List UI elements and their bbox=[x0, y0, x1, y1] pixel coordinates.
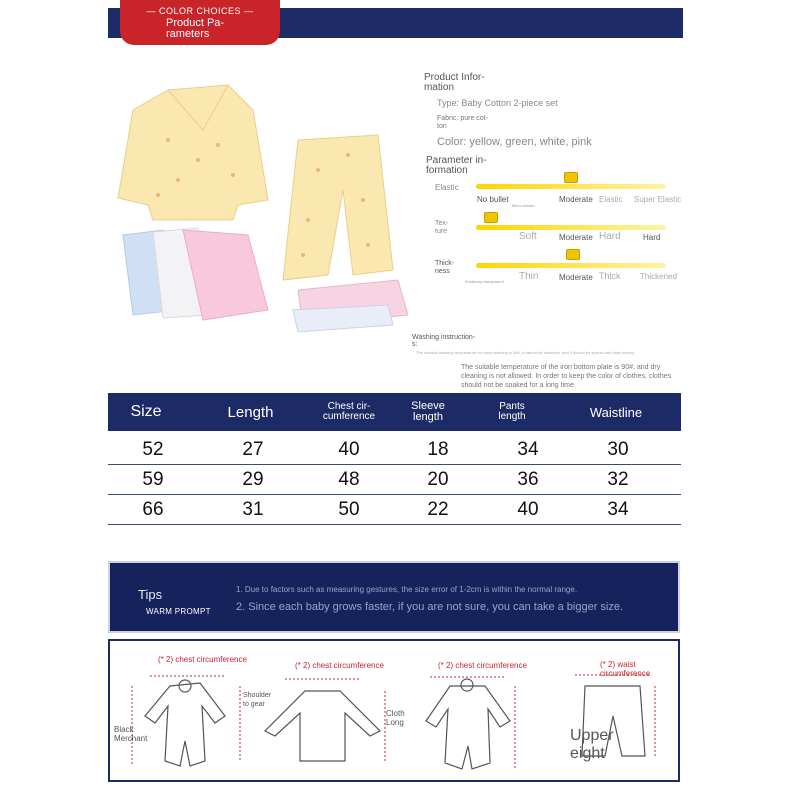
washing-heading: Washing instruction- s: bbox=[412, 334, 476, 348]
texture-bar bbox=[476, 225, 666, 230]
cell: 40 bbox=[517, 499, 539, 520]
cell: 34 bbox=[607, 499, 629, 520]
elastic-scale-0: No bullet bbox=[477, 195, 509, 204]
product-color: Color: yellow, green, white, pink bbox=[437, 136, 592, 148]
elastic-bar bbox=[476, 184, 666, 189]
cell: 20 bbox=[427, 469, 449, 490]
texture-scale-0: Soft bbox=[519, 231, 537, 242]
diagram-label-4: (* 2) waist circumference bbox=[600, 660, 651, 678]
product-fabric: Fabric: pure cot- ton bbox=[437, 115, 488, 130]
cell: 48 bbox=[338, 469, 360, 490]
cell: 40 bbox=[338, 439, 360, 460]
side-label-1: Black Merchant bbox=[114, 725, 148, 743]
cell: 22 bbox=[427, 499, 449, 520]
cell: 66 bbox=[142, 499, 164, 520]
cell: 50 bbox=[338, 499, 360, 520]
texture-label: Tex- ture bbox=[435, 220, 449, 235]
texture-scale-2: Hard bbox=[599, 231, 621, 242]
elastic-marker bbox=[564, 172, 578, 183]
product-image bbox=[108, 70, 408, 350]
cell: 29 bbox=[242, 469, 264, 490]
thickness-note: Relatively transparent bbox=[465, 279, 504, 284]
col-sleeve: Sleeve length bbox=[411, 400, 445, 423]
col-waist: Waistline bbox=[589, 404, 643, 420]
tips-subtitle: WARM PROMPT bbox=[146, 607, 211, 616]
header-small-label: — COLOR CHOICES — bbox=[146, 6, 254, 16]
product-type: Type: Baby Cotton 2-piece set bbox=[437, 98, 558, 108]
texture-scale-1: Moderate bbox=[559, 233, 593, 242]
thickness-label: Thick- ness bbox=[435, 260, 455, 275]
thickness-scale-3: Thickened bbox=[640, 272, 677, 281]
washing-faint: The suitable washing temperature for hand washing is 30#, it cannot be bleached, and it should be spread and dried evenly. bbox=[416, 350, 635, 355]
cell: 32 bbox=[607, 469, 629, 490]
washing-main: The suitable temperature of the iron bottom plate is 90#, and dry cleaning is not allowed. In order to keep the color of clothes, clothes should not be soaked for a long time. bbox=[461, 364, 672, 389]
thickness-scale-0: Thin bbox=[519, 271, 539, 282]
thickness-scale-1: Moderate bbox=[559, 273, 593, 282]
table-row bbox=[108, 465, 681, 495]
cell: 30 bbox=[607, 439, 629, 460]
tip-item-2: 2. Since each baby grows faster, if you are not sure, you can take a bigger size. bbox=[236, 601, 624, 613]
col-length: Length bbox=[227, 403, 274, 421]
tips-title: Tips bbox=[138, 587, 163, 602]
elastic-scale-3: Super Elastic bbox=[634, 195, 682, 204]
table-row bbox=[108, 495, 681, 525]
elastic-note: Micro-elastic bbox=[512, 203, 535, 208]
thickness-marker bbox=[566, 249, 580, 260]
diagram-label-1: (* 2) chest circumference bbox=[158, 655, 247, 664]
diagram-label-3: (* 2) chest circumference bbox=[438, 661, 527, 670]
col-pants: Pants length bbox=[498, 401, 526, 422]
diagram-label-2: (* 2) chest circumference bbox=[295, 661, 384, 670]
texture-scale-3: Hard bbox=[643, 233, 661, 242]
side-label-3: Cloth Long bbox=[386, 709, 405, 727]
cell: 34 bbox=[517, 439, 539, 460]
cell: 52 bbox=[142, 439, 164, 460]
parameter-heading: Parameter in- formation bbox=[426, 155, 487, 176]
elastic-label: Elastic bbox=[435, 183, 459, 192]
cell: 18 bbox=[427, 439, 449, 460]
cell: 36 bbox=[517, 469, 539, 490]
table-row bbox=[108, 435, 681, 465]
thickness-scale-2: Thick bbox=[599, 271, 621, 281]
tip-item-1: 1. Due to factors such as measuring gestures, the size error of 1-2cm is within the normal range. bbox=[236, 585, 578, 594]
header-tab bbox=[120, 0, 280, 45]
header-title: Product Pa- rameters bbox=[166, 17, 225, 40]
texture-marker bbox=[484, 212, 498, 223]
tips-panel bbox=[108, 561, 680, 633]
col-size: Size bbox=[130, 403, 162, 420]
col-chest: Chest cir- cumference bbox=[322, 401, 376, 422]
cell: 59 bbox=[142, 469, 164, 490]
elastic-scale-1: Moderate bbox=[559, 195, 593, 204]
cell: 27 bbox=[242, 439, 264, 460]
side-label-4: Upper eight bbox=[570, 727, 614, 762]
size-table-header bbox=[108, 393, 681, 431]
product-info-heading: Product Infor- mation bbox=[424, 72, 485, 93]
measurement-diagram bbox=[108, 639, 680, 782]
cell: 31 bbox=[242, 499, 264, 520]
side-label-2: Shoulder to gear bbox=[243, 692, 272, 708]
thickness-bar bbox=[476, 263, 666, 268]
elastic-scale-2: Elastic bbox=[599, 195, 623, 204]
